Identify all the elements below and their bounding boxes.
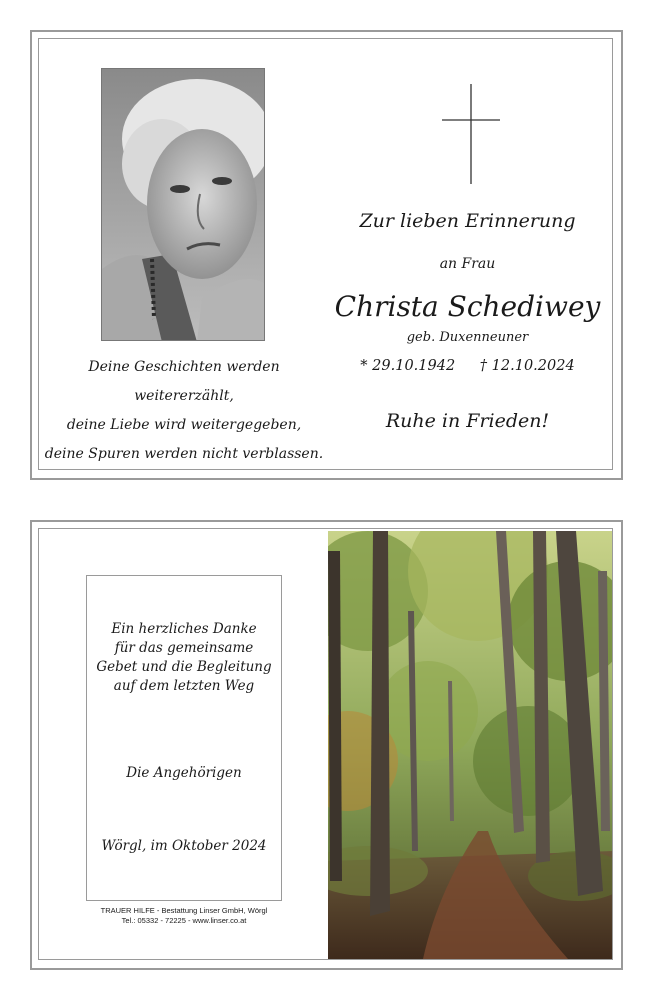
imprint-line: TRAUER HILFE - Bestattung Linser GmbH, Wörgl [100,906,268,915]
quote-line: deine Spuren werden nicht verblassen. [44,446,324,462]
portrait-photo [101,68,265,341]
imprint-line: Tel.: 05332 - 72225 - www.linser.co.at [121,916,247,925]
death-date: † 12.10.2024 [479,358,575,374]
closing-text: Ruhe in Frieden! [385,410,550,432]
thanks-line: für das gemeinsame [114,640,254,656]
forest-photo [328,531,612,959]
quote-line: deine Liebe wird weitergegeben, [66,417,302,433]
thanks-line: Gebet und die Begleitung [96,659,272,675]
funeral-home-imprint [70,906,298,926]
family-signature: Die Angehörigen [126,765,242,781]
place-and-date: Wörgl, im Oktober 2024 [101,838,267,854]
quote-line: Deine Geschichten werden weitererzählt, [88,359,280,404]
salutation: an Frau [439,256,496,272]
thanks-text [86,620,282,696]
maiden-name: geb. Duxenneuner [406,330,529,345]
thanks-line: Ein herzliches Danke [111,621,257,637]
deceased-name: Christa Schediwey [334,290,601,323]
memorial-quote [44,353,324,469]
birth-date: * 29.10.1942 [360,358,456,374]
life-dates [340,358,595,374]
intro-text: Zur lieben Erinnerung [359,210,576,232]
thanks-line: auf dem letzten Weg [113,678,255,694]
cross-icon [442,84,500,184]
